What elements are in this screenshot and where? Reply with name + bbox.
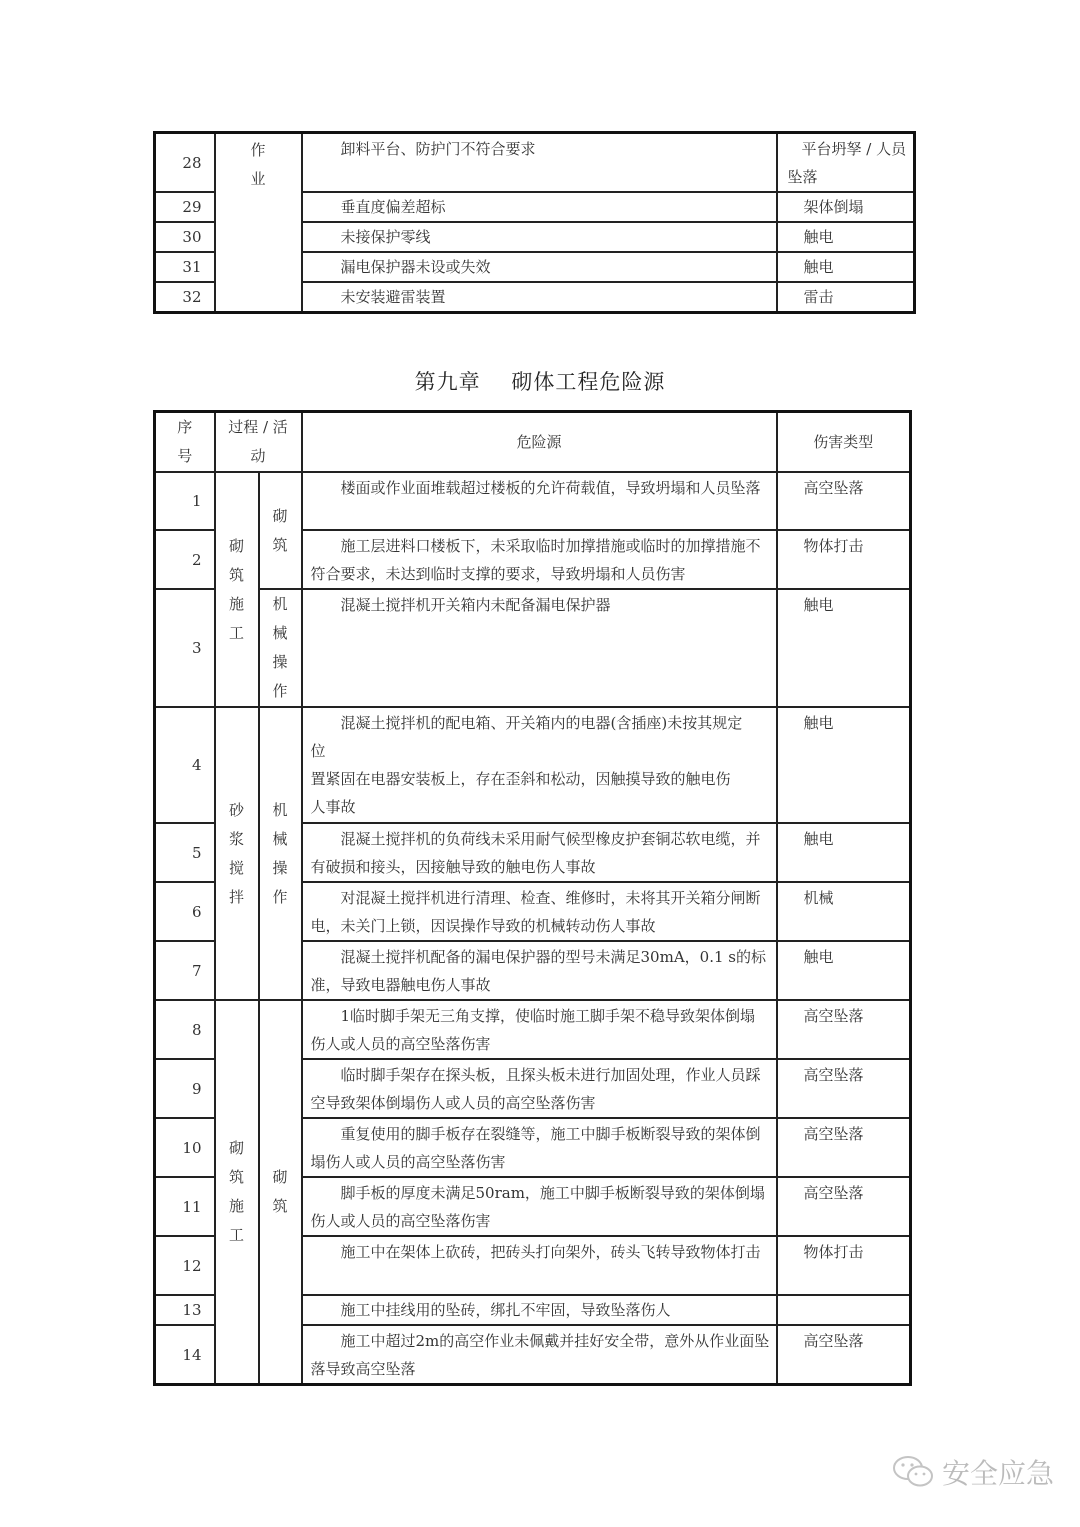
table-row <box>155 589 911 707</box>
process-cell: 砌筑施工 <box>215 1000 259 1385</box>
chapter-number: 第九章 <box>414 370 481 394</box>
hazard-cell: 未安装避雷装置 <box>302 282 777 313</box>
row-number: 8 <box>155 1000 215 1059</box>
table-row <box>155 133 915 193</box>
injury-cell: 高空坠落 <box>777 472 911 530</box>
table-row <box>155 707 911 823</box>
watermark-text: 安全应急 <box>942 1457 1055 1490</box>
process-cell: 砂浆搅拌 <box>215 707 259 1000</box>
hazard-cell: 混凝土搅拌机开关箱内未配备漏电保护器 <box>302 589 777 707</box>
row-number: 12 <box>155 1236 215 1295</box>
row-number: 14 <box>155 1325 215 1385</box>
hazard-cell: 未接保护零线 <box>302 222 777 252</box>
activity-cell: 机械操作 <box>259 589 302 707</box>
row-number: 10 <box>155 1118 215 1177</box>
injury-cell: 机械 <box>777 882 911 941</box>
hazard-cell: 混凝土搅拌机的负荷线未采用耐气候型橡皮护套铜芯软电缆，并有破损和接头，因接触导致的触电伤人事故 <box>302 823 777 882</box>
hazard-cell: 施工层进料口楼板下，未采取临时加撑措施或临时的加撑措施不符合要求，未达到临时支撑的要求，导致坍塌和人员伤害 <box>302 530 777 589</box>
hazard-cell: 1临时脚手架无三角支撑，使临时施工脚手架不稳导致架体倒塌伤人或人员的高空坠落伤害 <box>302 1000 777 1059</box>
injury-cell: 高空坠落 <box>777 1325 911 1385</box>
row-number: 32 <box>155 282 215 313</box>
row-number: 30 <box>155 222 215 252</box>
row-number: 6 <box>155 882 215 941</box>
hazard-cell: 临时脚手架存在探头板，且探头板未进行加固处理，作业人员踩空导致架体倒塌伤人或人员的高空坠落伤害 <box>302 1059 777 1118</box>
process-cell: 砌筑施工 <box>215 472 259 707</box>
activity-cell: 作业 <box>215 133 302 313</box>
injury-cell: 高空坠落 <box>777 1177 911 1236</box>
table-row <box>155 472 911 530</box>
hazard-table-continued <box>153 131 916 314</box>
activity-cell: 机械操作 <box>259 707 302 1000</box>
injury-cell: 架体倒塌 <box>777 192 915 222</box>
hazard-table <box>153 410 912 1386</box>
injury-cell: 触电 <box>777 222 915 252</box>
row-number: 29 <box>155 192 215 222</box>
chapter-title <box>0 366 1080 396</box>
row-number: 2 <box>155 530 215 589</box>
hazard-cell: 对混凝土搅拌机进行清理、检查、维修时，未将其开关箱分闸断电，未关门上锁，因误操作导致的机械转动伤人事故 <box>302 882 777 941</box>
injury-cell: 雷击 <box>777 282 915 313</box>
hazard-cell: 漏电保护器未设或失效 <box>302 252 777 282</box>
row-number: 13 <box>155 1295 215 1325</box>
hazard-cell: 脚手板的厚度未满足50ram，施工中脚手板断裂导致的架体倒塌伤人或人员的高空坠落伤害 <box>302 1177 777 1236</box>
header-hazard: 危险源 <box>302 412 777 473</box>
watermark <box>892 1452 1054 1492</box>
hazard-cell: 卸料平台、防护门不符合要求 <box>302 133 777 193</box>
hazard-cell: 垂直度偏差超标 <box>302 192 777 222</box>
row-number: 28 <box>155 133 215 193</box>
hazard-cell: 施工中超过2m的高空作业未佩戴并挂好安全带，意外从作业面坠落导致高空坠落 <box>302 1325 777 1385</box>
header-process: 过程 / 活动 <box>215 412 302 473</box>
injury-cell: 高空坠落 <box>777 1000 911 1059</box>
injury-cell: 高空坠落 <box>777 1059 911 1118</box>
row-number: 31 <box>155 252 215 282</box>
injury-cell: 物体打击 <box>777 1236 911 1295</box>
hazard-cell: 混凝土搅拌机的配电箱、开关箱内的电器(含插座)未按其规定 位 置紧固在电器安装板上，存在歪斜和松动，因触摸导致的触电伤 人事故 <box>302 707 777 823</box>
injury-cell: 物体打击 <box>777 530 911 589</box>
table-row <box>155 1000 911 1059</box>
row-number: 5 <box>155 823 215 882</box>
hazard-cell: 楼面或作业面堆载超过楼板的允许荷载值，导致坍塌和人员坠落 <box>302 472 777 530</box>
row-number: 1 <box>155 472 215 530</box>
injury-cell: 高空坠落 <box>777 1118 911 1177</box>
injury-cell: 触电 <box>777 589 911 707</box>
hazard-cell: 施工中挂线用的坠砖，绑扎不牢固，导致坠落伤人 <box>302 1295 777 1325</box>
injury-cell: 触电 <box>777 252 915 282</box>
injury-cell: 触电 <box>777 941 911 1000</box>
chapter-name: 砌体工程危险源 <box>511 370 666 394</box>
row-number: 7 <box>155 941 215 1000</box>
row-number: 4 <box>155 707 215 823</box>
activity-cell: 砌筑 <box>259 472 302 589</box>
activity-cell: 砌筑 <box>259 1000 302 1385</box>
injury-cell: 触电 <box>777 823 911 882</box>
row-number: 9 <box>155 1059 215 1118</box>
header-no: 序号 <box>155 412 215 473</box>
wechat-icon <box>892 1455 936 1489</box>
row-number: 3 <box>155 589 215 707</box>
row-number: 11 <box>155 1177 215 1236</box>
hazard-cell: 重复使用的脚手板存在裂缝等，施工中脚手板断裂导致的架体倒塌伤人或人员的高空坠落伤害 <box>302 1118 777 1177</box>
hazard-cell: 混凝土搅拌机配备的漏电保护器的型号未满足30mA，0.1 s的标准，导致电器触电伤人事故 <box>302 941 777 1000</box>
injury-cell: 触电 <box>777 707 911 823</box>
injury-cell: 平台坍孥 / 人员坠落 <box>777 133 915 193</box>
hazard-cell: 施工中在架体上砍砖，把砖头打向架外，砖头飞转导致物体打击 <box>302 1236 777 1295</box>
header-row <box>155 412 911 473</box>
injury-cell <box>777 1295 911 1325</box>
header-injury: 伤害类型 <box>777 412 911 473</box>
